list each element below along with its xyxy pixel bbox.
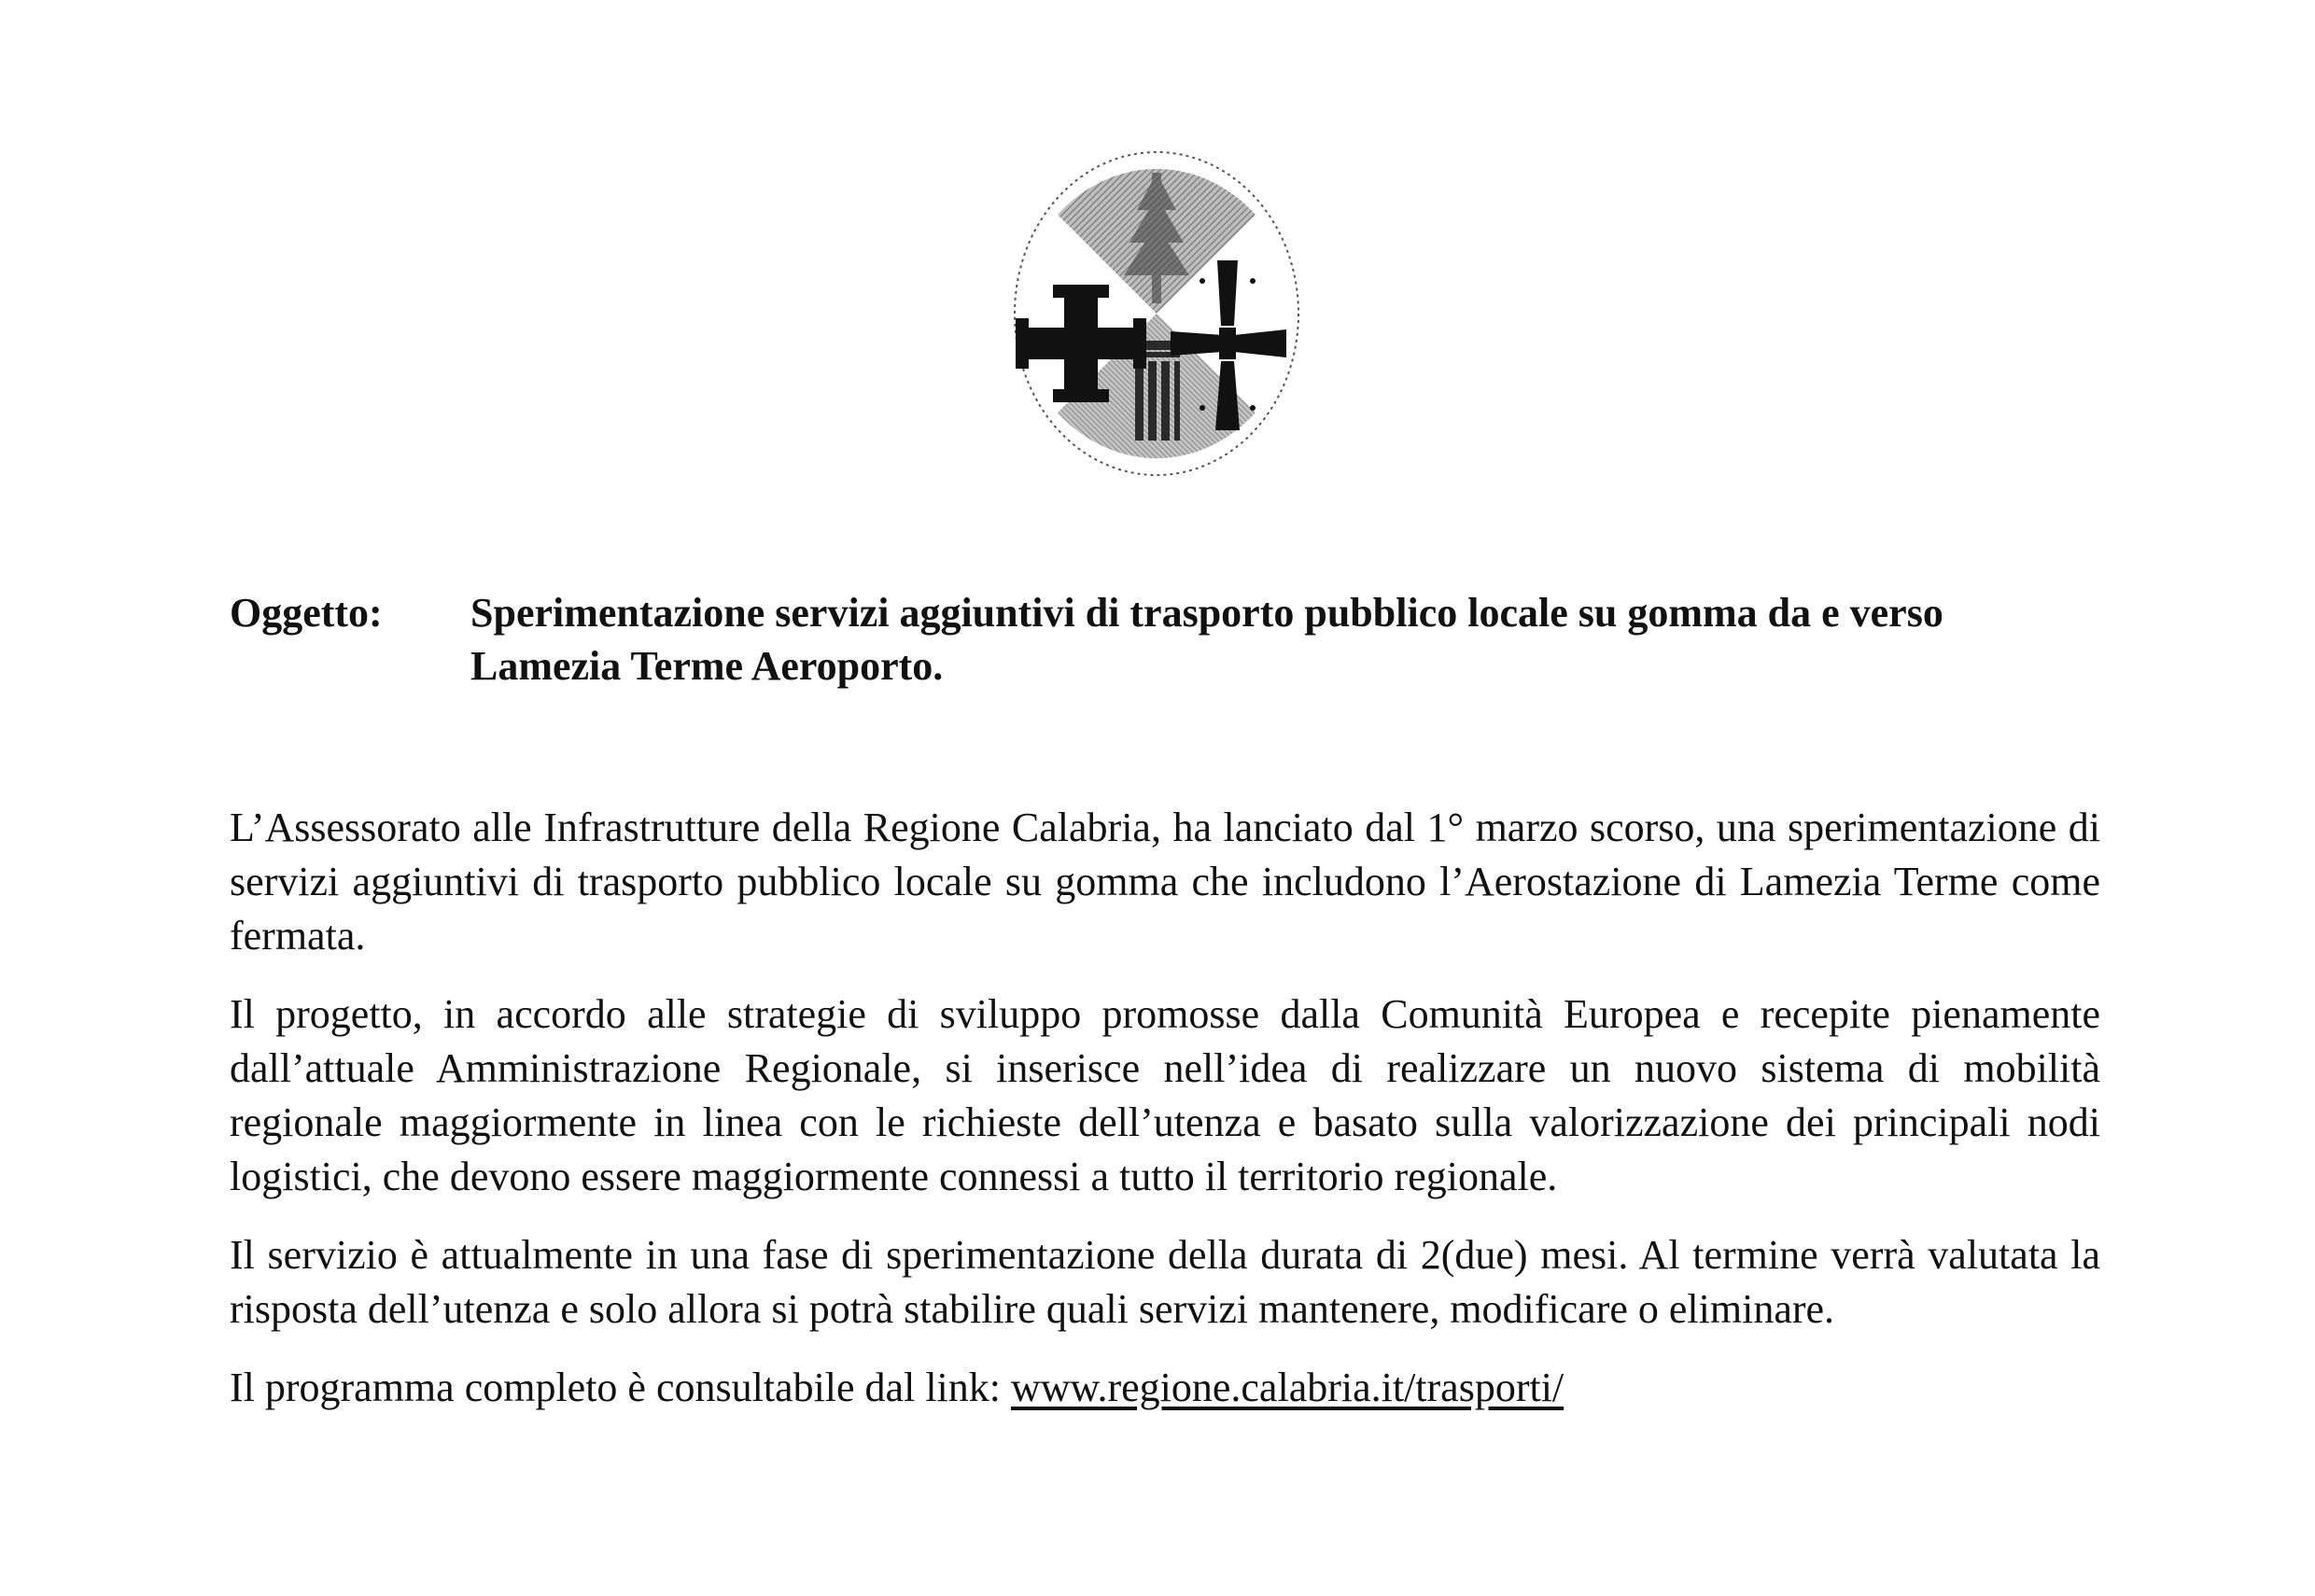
paragraph-intro: L’Assessorato alle Infrastrutture della Regione Calabria, ha lanciato dal 1° marzo scorso, una sperimentazione di servizi aggiuntivi di trasporto pubblico locale su gomma che includono l’Aerostazione di Lamezia Terme come fermata. xyxy=(230,805,2100,959)
paragraph-service: Il servizio è attualmente in una fase di sperimentazione della durata di 2(due) mesi. Al termine verrà valutata la risposta dell’utenza e solo allora si potrà stabilire quali servizi mantenere, modificare o eliminare. xyxy=(230,1232,2100,1332)
subject-text: Sperimentazione servizi aggiuntivi di trasporto pubblico locale su gomma da e verso Lamezia Terme Aeroporto. xyxy=(470,590,1943,689)
subject-label: Oggetto: xyxy=(230,590,383,636)
trasporti-link[interactable]: www.regione.calabria.it/trasporti/ xyxy=(1011,1365,1564,1410)
letter-body xyxy=(230,801,2100,1439)
regione-calabria-emblem xyxy=(1006,145,1307,483)
paragraph-project: Il progetto, in accordo alle strategie di sviluppo promosse dalla Comunità Europea e recepite pienamente dall’attuale Amministrazione Regionale, si inserisce nell’idea di realizzare un nuovo sistema di mobilità regionale maggiormente in linea con le richieste dell’utenza e basato sulla valorizzazione dei principali nodi logistici, che devono essere maggiormente connessi a tutto il territorio regionale. xyxy=(230,991,2100,1199)
paragraph-link xyxy=(230,1361,2100,1415)
link-prefix: Il programma completo è consultabile dal link: xyxy=(230,1365,1011,1410)
